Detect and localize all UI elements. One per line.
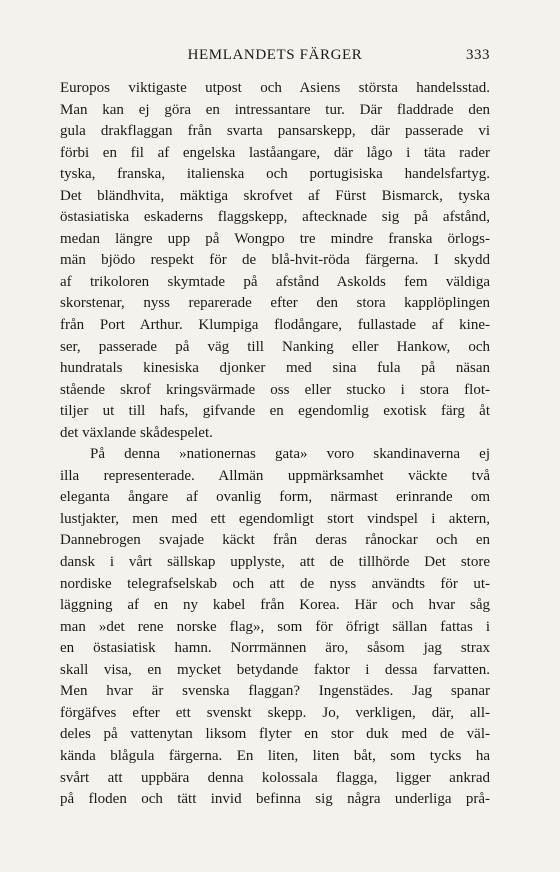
body-text bbox=[60, 78, 490, 811]
page-number: 333 bbox=[466, 47, 490, 63]
running-head bbox=[60, 47, 490, 69]
text-line: stående skrof kringsvärmade oss eller stucko i stora flot- bbox=[60, 381, 490, 398]
running-title: HEMLANDETS FÄRGER bbox=[187, 47, 363, 63]
text-line: kända blågula färgerna. En liten, liten båt, som tycks ha bbox=[60, 747, 490, 764]
text-line: medan längre upp på Wongpo tre mindre franska örlogs- bbox=[60, 230, 490, 247]
text-line: gula drakflaggan från svarta pansarskepp, där passerade vi bbox=[60, 123, 490, 140]
text-line: svårt att uppbära denna kolossala flagga, ligger ankrad bbox=[60, 769, 490, 786]
text-line: illa representerade. Allmän uppmärksamhet väckte två bbox=[60, 467, 490, 484]
text-line: man »det rene norske flag», som för öfrigt sällan fattas i bbox=[60, 618, 490, 635]
text-line: läggning af en ny kabel från Korea. Här och hvar såg bbox=[60, 597, 490, 614]
text-line: förbi en fil af engelska laståangare, där lågo i täta rader bbox=[60, 144, 490, 161]
text-line: eleganta ångare af ovanlig form, närmast erinrande om bbox=[60, 489, 490, 506]
text-line: män bjödo respekt för de blå-hvit-röda färgerna. I skydd bbox=[60, 252, 490, 269]
text-line: från Port Arthur. Klumpiga flodångare, fullastade af kine- bbox=[60, 317, 490, 334]
text-line: förgäfves efter ett svenskt skepp. Jo, verkligen, där, all- bbox=[60, 704, 490, 721]
text-line: ser, passerade på väg till Nanking eller Hankow, och bbox=[60, 338, 490, 355]
text-line: östasiatiska eskaderns flaggskepp, aftecknade sig på afstånd, bbox=[60, 209, 490, 226]
text-line: Man kan ej göra en intressantare tur. Där fladdrade den bbox=[60, 101, 490, 118]
text-line: skorstenar, nyss reparerade efter den stora kapplöplingen bbox=[60, 295, 490, 312]
text-line: tiljer ut till hafs, gifvande en egendomlig exotisk färg åt bbox=[60, 403, 490, 420]
text-line: på floden och tätt invid befinna sig några underliga prå- bbox=[60, 791, 490, 808]
text-line: dansk i vårt sällskap upplyste, att de tillhörde Det store bbox=[60, 554, 490, 571]
text-line: På denna »nationernas gata» voro skandinaverna ej bbox=[90, 446, 490, 463]
text-line: nordiske telegrafselskab och att de nyss användts för ut- bbox=[60, 575, 490, 592]
text-line: af trikoloren skymtade på afstånd Askolds fem väldiga bbox=[60, 273, 490, 290]
text-line: tyska, franska, italienska och portugisiska handelsfartyg. bbox=[60, 166, 490, 183]
text-line: Dannebrogen svajade käckt från deras rånockar och en bbox=[60, 532, 490, 549]
text-line: Men hvar är svenska flaggan? Ingenstädes. Jag spanar bbox=[60, 683, 490, 700]
text-line: skall visa, en mycket betydande faktor i dessa farvatten. bbox=[60, 661, 490, 678]
text-line: Det bländhvita, mäktiga skrofvet af Fürst Bismarck, tyska bbox=[60, 187, 490, 204]
text-line: en östasiatisk hamn. Norrmännen äro, såsom jag strax bbox=[60, 640, 490, 657]
text-line: det växlande skådespelet. bbox=[60, 424, 213, 441]
text-line: hundratals kinesiska djonker med sina fula på näsan bbox=[60, 360, 490, 377]
text-line: deles på vattenytan liksom flyter en stor duk med de väl- bbox=[60, 726, 490, 743]
text-line: Europos viktigaste utpost och Asiens största handelsstad. bbox=[60, 80, 490, 96]
text-line: lustjakter, men med ett egendomligt stort vindspel i aktern, bbox=[60, 510, 490, 527]
